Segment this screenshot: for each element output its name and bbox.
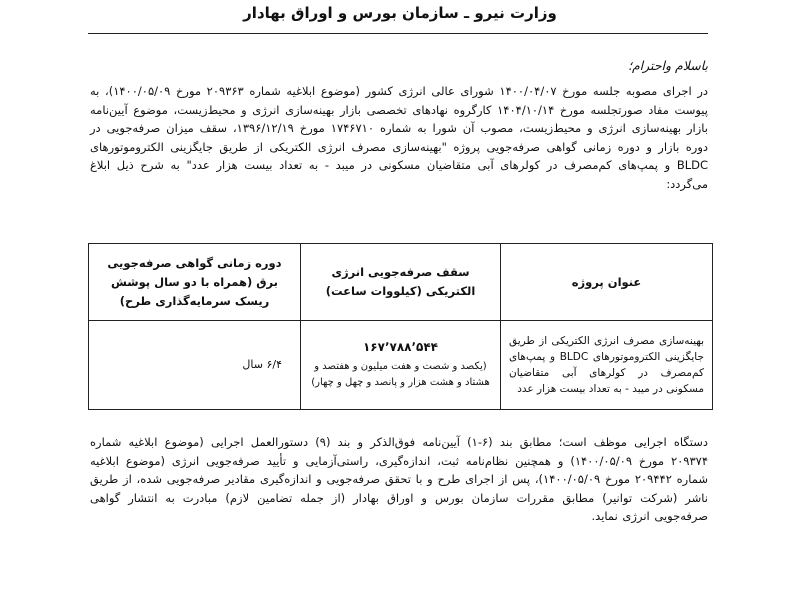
body-paragraph-2: دستگاه اجرایی موظف است؛ مطابق بند (۶-۱) آیین‌نامه فوق‌الذکر و بند (۹) دستورالعمل اجرایی (موضوع ابلاغیه شماره ۲۰۹۳۷۴ مورخ ۱۴۰۰/۰۵/۰۹) و همچنین نظام‌نامه ثبت، اندازه‌گیری، راستی‌آزمایی و تأیید صرفه‌جویی انرژی (موضوع ابلاغیه شماره ۲۰۹۴۴۲ مورخ ۱۴۰۰/۰۵/۰۹)، پس از اجرای طرح و با تحقق صرفه‌جویی و اندازه‌گیری مقادیر صرفه‌جویی شده، از طریق ناشر (شرکت توانیر) مطابق مقررات سازمان بورس و اوراق بهادار (از جمله تضامین لازم) مبادرت به انتشار گواهی صرفه‌جویی انرژی نماید. <box>90 435 709 524</box>
project-table <box>88 243 713 410</box>
savings-cap-number: ۱۶۷٬۷۸۸٬۵۴۴ <box>362 340 439 354</box>
savings-cap-words: (یکصد و شصت و هفت میلیون و هفتصد و هشتاد و هشت هزار و پانصد و چهل و چهار) <box>311 361 490 388</box>
header-project-title: عنوان پروژه <box>501 244 713 321</box>
body-paragraph-1: در اجرای مصوبه جلسه مورخ ۱۴۰۰/۰۴/۰۷ شورای عالی انرژی کشور (موضوع ابلاغیه شماره ۲۰۹۳۶۳ مورخ ۱۴۰۰/۰۵/۰۹)، به پیوست مفاد صورتجلسه مورخ ۱۴۰۴/۱۰/۱۴ کارگروه نهادهای تخصصی بازار بهینه‌سازی انرژی و محیط‌زیست، موضوع آیین‌نامه بازار بهینه‌سازی انرژی و محیط‌زیست، مصوب آن شورا به شماره ۱۷۴۶۷۱۰ مورخ ۱۳۹۶/۱۲/۱۹، سقف میزان صرفه‌جویی در دوره بازار و دوره زمانی گواهی صرفه‌جویی پروژه "بهینه‌سازی مصرف انرژی الکتریکی از طریق جایگزینی الکتروموتورهای BLDC و پمپ‌های کم‌مصرف در کولرهای آبی متقاضیان مسکونی در میبد - به تعداد بیست هزار عدد" به شرح ذیل ابلاغ می‌گردد: <box>90 84 709 191</box>
letter-header: وزارت نیرو ـ سازمان بورس و اوراق بهادار <box>243 4 557 22</box>
cell-savings-cap <box>301 321 501 410</box>
header-certificate-period: دوره زمانی گواهی صرفه‌جویی برق (همراه با دو سال پوشش ریسک سرمایه‌گذاری طرح) <box>89 244 301 321</box>
table-header-row <box>89 244 713 321</box>
cell-project-title: بهینه‌سازی مصرف انرژی الکتریکی از طریق جایگزینی الکتروموتورهای BLDC و پمپ‌های کم‌مصرف در کولرهای آبی متقاضیان مسکونی در میبد - به تعداد بیست هزار عدد <box>501 321 713 410</box>
greeting: باسلام واحترام؛ <box>627 58 708 73</box>
table-row <box>89 321 713 410</box>
cell-certificate-period: ۶/۴ سال <box>89 321 301 410</box>
header-savings-cap: سقف صرفه‌جویی انرژی الکتریکی (کیلووات ساعت) <box>301 244 501 321</box>
header-divider <box>88 33 708 34</box>
